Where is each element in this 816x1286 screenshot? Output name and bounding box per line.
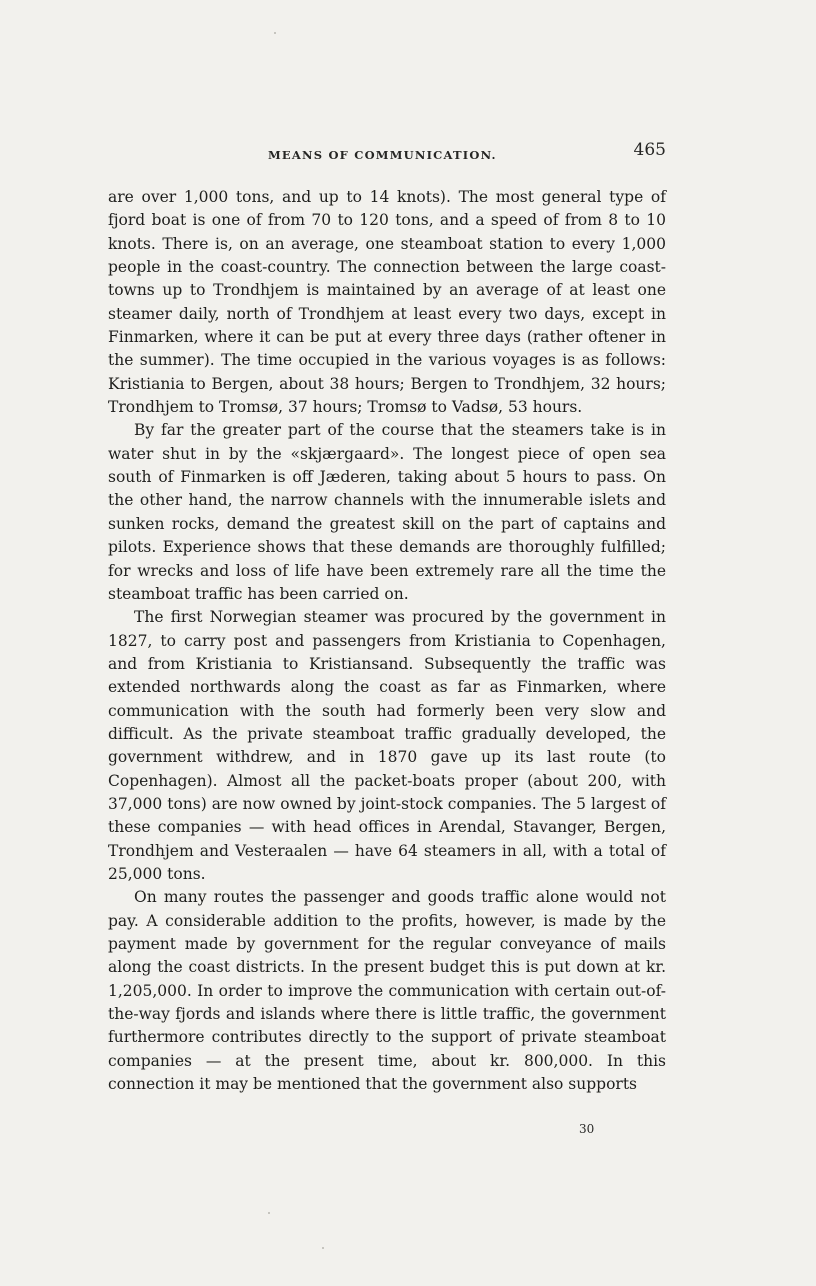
running-title: MEANS OF COMMUNICATION. (268, 148, 497, 162)
paragraph-2: By far the greater part of the course that the steamers take is in water shut in by the «skjærgaard». The longest piece of open sea south of Finmarken is off Jæderen, taking about 5 hours to pass. On the other hand, the narrow channels with the innumerable islets and sunken rocks, demand the greatest skill on the part of captains and pilots. Experience shows that these demands are thoroughly fulfilled; for wrecks and loss of life have been extremely rare all the time the steamboat traffic has been carried on. (108, 421, 666, 603)
running-header (108, 140, 666, 166)
signature-mark: 30 (579, 1122, 595, 1136)
paragraph-3: The first Norwegian steamer was procured by the government in 1827, to carry post and passengers from Kristiania to Copenhagen, and from Kristiania to Kristiansand. Subsequently the traffic was extended northwards along the coast as far as Finmarken, where communication with the south had formerly been very slow and difficult. As the private steamboat traffic gradually developed, the government withdrew, and in 1870 gave up its last route (to Copenhagen). Almost all the packet-boats proper (about 200, with 37,000 tons) are now owned by joint-stock companies. The 5 largest of these companies — with head offices in Arendal, Stavanger, Bergen, Trondhjem and Vesteraalen — have 64 steamers in all, with a total of 25,000 tons. (108, 608, 666, 883)
paper-speck (322, 1247, 324, 1249)
paragraph-1: are over 1,000 tons, and up to 14 knots). The most general type of fjord boat is one of from 70 to 120 tons, and a speed of from 8 to 10 knots. There is, on an average, one steamboat station to every 1,000 people in the coast-country. The connection between the large coast-towns up to Trondhjem is maintained by an average of at least one steamer daily, north of Trondhjem at least every two days, except in Finmarken, where it can be put at every three days (rather oftener in the summer). The time occupied in the various voyages is as follows: Kristiania to Bergen, about 38 hours; Bergen to Trondhjem, 32 hours; Trondhjem to Tromsø, 37 hours; Tromsø to Vadsø, 53 hours. (108, 188, 666, 417)
paper-speck (268, 1212, 270, 1214)
paper-speck (274, 32, 276, 34)
paragraph-4: On many routes the passenger and goods traffic alone would not pay. A considerable addition to the profits, however, is made by the payment made by government for the regular conveyance of mails along the coast districts. In the present budget this is put down at kr. 1,205,000. In order to improve the communication with certain out-of-the-way fjords and islands where there is little traffic, the government furthermore contributes directly to the support of private steamboat companies — at the present time, about kr. 800,000. In this connection it may be mentioned that the government also supports (108, 888, 666, 1094)
page-number: 465 (633, 140, 666, 160)
body-text (108, 186, 666, 1096)
